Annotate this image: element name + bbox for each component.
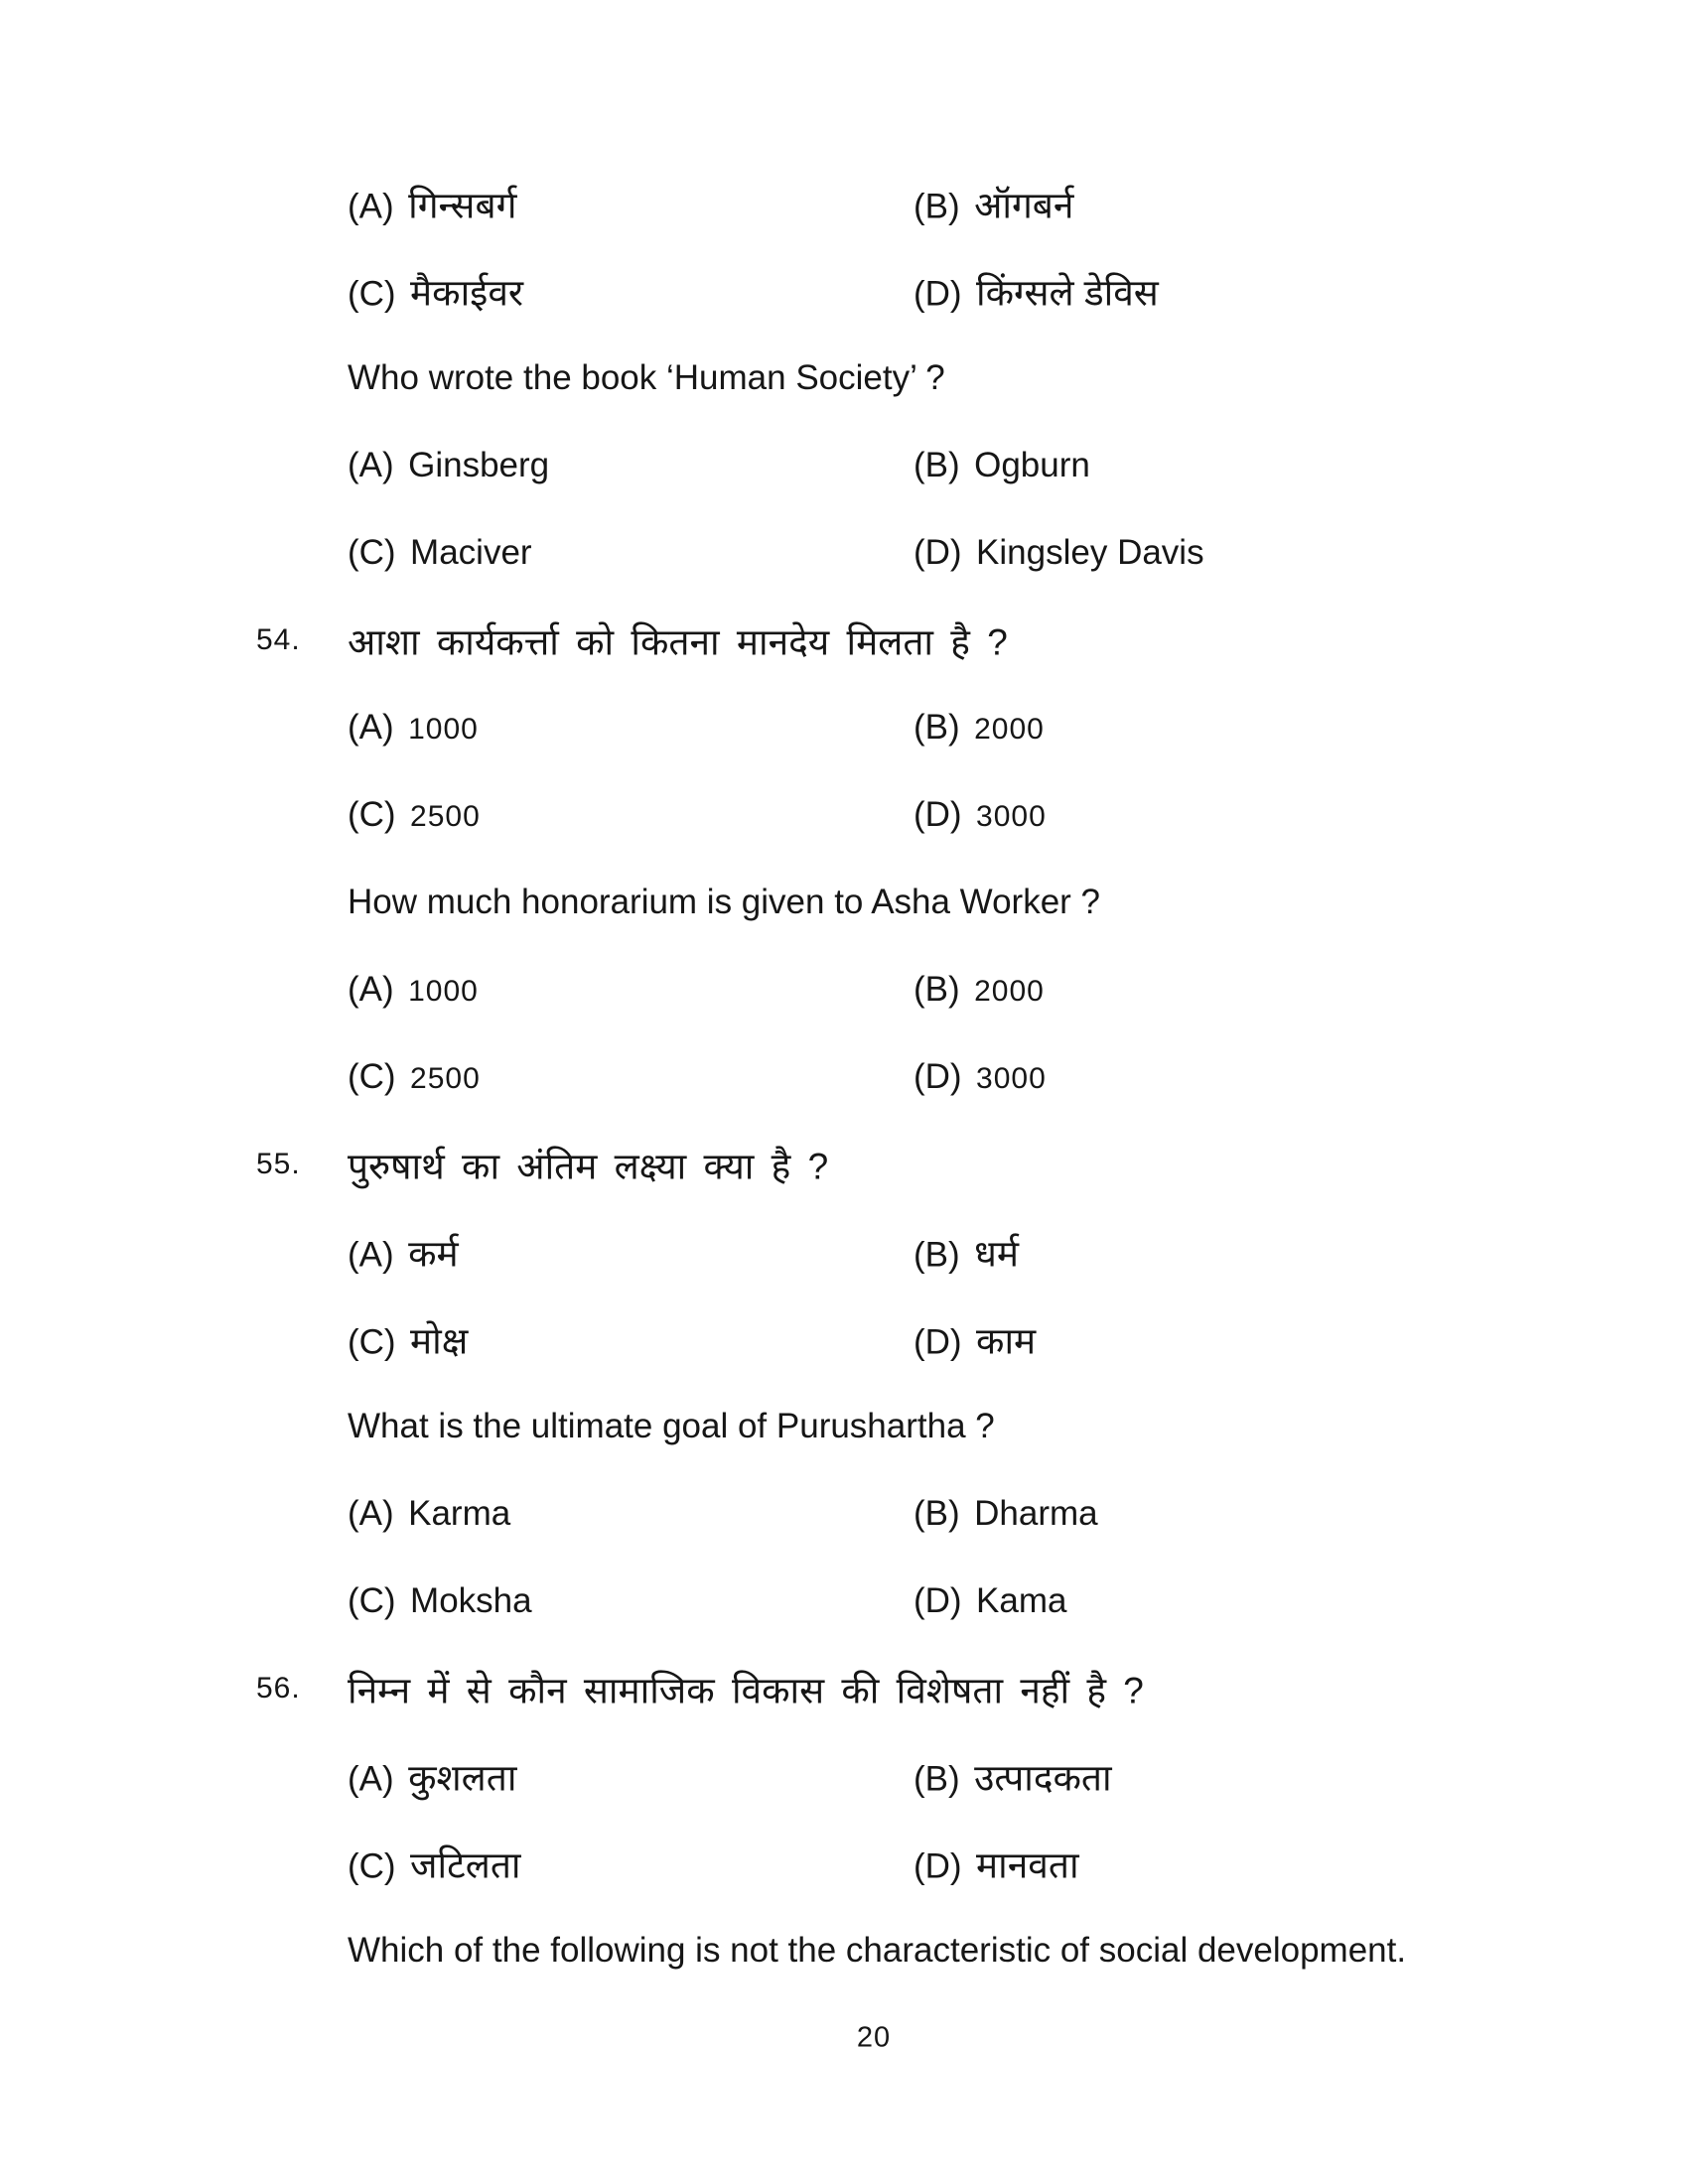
option-c-value: मोक्ष bbox=[410, 1320, 469, 1362]
option-row bbox=[0, 1296, 1688, 1383]
page-content bbox=[0, 160, 1688, 2082]
question-56-number: 56. bbox=[256, 1672, 301, 1705]
option-b-label: (B) bbox=[914, 187, 960, 226]
option-d-label: (D) bbox=[914, 1057, 962, 1096]
option-a-label: (A) bbox=[348, 1235, 394, 1275]
option-d-value: 3000 bbox=[976, 800, 1047, 833]
question-56-english-text: Which of the following is not the characteristic of social development. bbox=[348, 1931, 1407, 1970]
question-text-row bbox=[0, 1383, 1688, 1470]
option-b-value: 2000 bbox=[974, 713, 1045, 746]
option-d bbox=[914, 1581, 1066, 1621]
option-c bbox=[348, 795, 481, 835]
option-a-label: (A) bbox=[348, 970, 394, 1009]
option-row bbox=[0, 247, 1688, 335]
option-b-value: 2000 bbox=[974, 975, 1045, 1008]
option-b-label: (B) bbox=[914, 708, 960, 747]
option-d bbox=[914, 1057, 1047, 1097]
option-c bbox=[348, 1314, 468, 1365]
option-c-label: (C) bbox=[348, 795, 396, 834]
option-row bbox=[0, 422, 1688, 509]
page-footer bbox=[0, 1994, 1688, 2082]
option-c bbox=[348, 533, 532, 573]
option-d bbox=[914, 795, 1047, 835]
option-c-value: मैकाईवर bbox=[410, 272, 524, 314]
option-b bbox=[914, 708, 1045, 748]
question-text-row bbox=[0, 335, 1688, 422]
question-54-hindi-row bbox=[0, 597, 1688, 684]
option-row bbox=[0, 1732, 1688, 1820]
option-d-label: (D) bbox=[914, 1846, 962, 1886]
option-d-label: (D) bbox=[914, 1322, 962, 1362]
option-row bbox=[0, 1033, 1688, 1121]
option-d bbox=[914, 1314, 1036, 1365]
option-b bbox=[914, 179, 1073, 229]
option-row bbox=[0, 1558, 1688, 1645]
option-c bbox=[348, 1581, 532, 1621]
option-b-value: उत्पादकता bbox=[974, 1757, 1112, 1799]
option-c-label: (C) bbox=[348, 1322, 396, 1362]
question-54-hindi-text: आशा कार्यकर्त्ता को कितना मानदेय मिलता है ? bbox=[348, 621, 1008, 663]
option-row bbox=[0, 1820, 1688, 1907]
option-b-value: Dharma bbox=[974, 1494, 1098, 1533]
question-54-english-text: How much honorarium is given to Asha Worker ? bbox=[348, 883, 1101, 921]
option-d-label: (D) bbox=[914, 533, 962, 572]
option-d bbox=[914, 266, 1159, 317]
option-a bbox=[348, 1494, 510, 1534]
option-c-label: (C) bbox=[348, 1846, 396, 1886]
option-b bbox=[914, 970, 1045, 1010]
option-b-value: ऑगबर्न bbox=[974, 185, 1074, 226]
option-row bbox=[0, 1208, 1688, 1296]
option-b bbox=[914, 446, 1090, 485]
option-c-value: जटिलता bbox=[410, 1844, 521, 1886]
option-d-value: Kingsley Davis bbox=[976, 533, 1204, 572]
option-c-label: (C) bbox=[348, 533, 396, 572]
option-a-value: गिन्सबर्ग bbox=[408, 185, 517, 226]
option-b bbox=[914, 1751, 1112, 1802]
option-b-label: (B) bbox=[914, 970, 960, 1009]
option-b-label: (B) bbox=[914, 1235, 960, 1275]
option-d-value: काम bbox=[976, 1320, 1037, 1362]
option-c-value: Moksha bbox=[410, 1581, 532, 1620]
option-a bbox=[348, 179, 516, 229]
option-c-value: 2500 bbox=[410, 1062, 481, 1095]
option-c-label: (C) bbox=[348, 1581, 396, 1620]
option-b bbox=[914, 1494, 1098, 1534]
option-b-value: धर्म bbox=[974, 1233, 1019, 1275]
option-a bbox=[348, 1751, 516, 1802]
option-c bbox=[348, 1057, 481, 1097]
option-b-label: (B) bbox=[914, 446, 960, 484]
option-b-label: (B) bbox=[914, 1759, 960, 1799]
page-number: 20 bbox=[856, 2021, 892, 2054]
option-a bbox=[348, 1227, 459, 1278]
question-55-english-text: What is the ultimate goal of Purushartha ? bbox=[348, 1407, 995, 1445]
option-row bbox=[0, 771, 1688, 859]
question-text-row bbox=[0, 1907, 1688, 1994]
question-56-hindi-row bbox=[0, 1645, 1688, 1732]
option-row bbox=[0, 946, 1688, 1033]
option-a-value: कुशलता bbox=[408, 1757, 517, 1799]
option-a-value: 1000 bbox=[408, 713, 479, 746]
option-d-label: (D) bbox=[914, 274, 962, 314]
option-a-label: (A) bbox=[348, 1494, 394, 1533]
question-text-row bbox=[0, 859, 1688, 946]
option-b-value: Ogburn bbox=[974, 446, 1090, 484]
option-a-label: (A) bbox=[348, 187, 394, 226]
option-a-value: कर्म bbox=[408, 1233, 459, 1275]
option-a bbox=[348, 708, 479, 748]
question-55-number: 55. bbox=[256, 1148, 301, 1180]
option-d-value: मानवता bbox=[976, 1844, 1079, 1886]
option-d-value: Kama bbox=[976, 1581, 1067, 1620]
option-c-value: 2500 bbox=[410, 800, 481, 833]
option-c bbox=[348, 1839, 521, 1889]
option-c-label: (C) bbox=[348, 274, 396, 314]
option-a-value: Ginsberg bbox=[408, 446, 550, 484]
option-a-value: Karma bbox=[408, 1494, 511, 1533]
option-b-label: (B) bbox=[914, 1494, 960, 1533]
option-d-value: किंग्सले डेविस bbox=[976, 272, 1159, 314]
option-a bbox=[348, 446, 549, 485]
option-b bbox=[914, 1227, 1019, 1278]
question-56-hindi-text: निम्न में से कौन सामाजिक विकास की विशेषता नहीं है ? bbox=[348, 1670, 1144, 1711]
option-row bbox=[0, 509, 1688, 597]
option-d-label: (D) bbox=[914, 1581, 962, 1620]
option-d-label: (D) bbox=[914, 795, 962, 834]
option-a bbox=[348, 970, 479, 1010]
question-54-number: 54. bbox=[256, 623, 301, 656]
option-c bbox=[348, 266, 523, 317]
option-row bbox=[0, 1470, 1688, 1558]
question-english-text: Who wrote the book ‘Human Society’ ? bbox=[348, 358, 945, 397]
option-a-label: (A) bbox=[348, 446, 394, 484]
option-d-value: 3000 bbox=[976, 1062, 1047, 1095]
option-c-value: Maciver bbox=[410, 533, 532, 572]
option-d bbox=[914, 1839, 1079, 1889]
option-a-label: (A) bbox=[348, 1759, 394, 1799]
question-55-hindi-row bbox=[0, 1121, 1688, 1208]
option-row bbox=[0, 160, 1688, 247]
option-c-label: (C) bbox=[348, 1057, 396, 1096]
option-a-value: 1000 bbox=[408, 975, 479, 1008]
option-d bbox=[914, 533, 1204, 573]
question-55-hindi-text: पुरुषार्थ का अंतिम लक्ष्या क्या है ? bbox=[348, 1146, 829, 1187]
option-a-label: (A) bbox=[348, 708, 394, 747]
option-row bbox=[0, 684, 1688, 771]
